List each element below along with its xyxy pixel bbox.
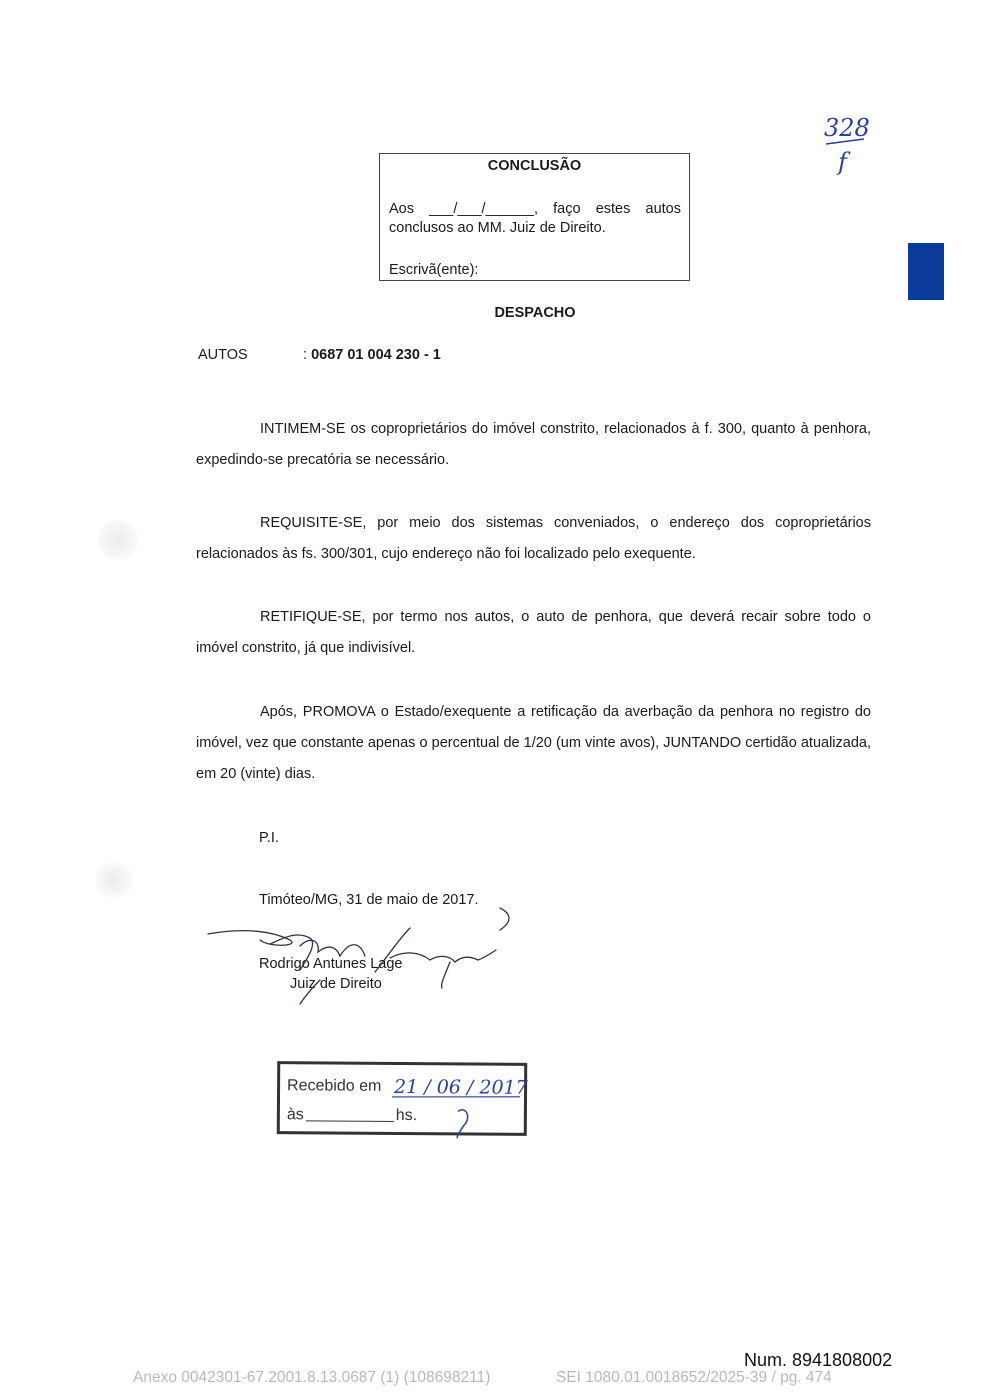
handwritten-signature — [200, 900, 530, 1010]
footer-annex-reference: Anexo 0042301-67.2001.8.13.0687 (1) (108698211) — [133, 1369, 491, 1386]
conclusao-escrivao-line: Escrivã(ente): — [389, 262, 479, 278]
autos-separator: : — [303, 347, 308, 363]
autos-number: 0687 01 004 230 - 1 — [311, 347, 441, 363]
closing-pi: P.I. — [259, 830, 279, 846]
stamp-received-label: Recebido em — [287, 1077, 382, 1095]
conclusao-date-line: Aos ___/___/______, faço estes autos — [389, 201, 681, 217]
conclusao-text-line: conclusos ao MM. Juiz de Direito. — [389, 220, 606, 236]
blue-tab-marker — [908, 243, 944, 300]
handwritten-folio-number — [818, 112, 888, 182]
autos-label: AUTOS — [198, 347, 248, 363]
footer-sei-reference: SEI 1080.01.0018652/2025-39 / pg. 474 — [556, 1369, 832, 1386]
conclusao-title: CONCLUSÃO — [487, 158, 582, 174]
paragraph-text: Após, PROMOVA o Estado/exequente a retificação da averbação da penhora no registro do imóvel, vez que constante apenas o percentual de 1/20 (um vinte avos), JUNTANDO certidão atualizada, em 20 (vinte) dias. — [196, 704, 871, 782]
paragraph-text: INTIMEM-SE os coproprietários do imóvel constrito, relacionados à f. 300, quanto à penhora, expedindo-se precatória se necessário. — [196, 421, 871, 468]
folio-mark-text: f — [838, 148, 847, 176]
document-number: Num. 8941808002 — [744, 1350, 893, 1370]
paragraph-intimem — [196, 414, 871, 476]
autos-value — [303, 347, 441, 363]
paragraph-text: RETIFIQUE-SE, por termo nos autos, o auto de penhora, que deverá recair sobre todo o imóvel constrito, já que indivisível. — [196, 609, 871, 656]
despacho-title: DESPACHO — [494, 305, 576, 321]
paragraph-promova — [196, 697, 871, 790]
conclusao-box — [379, 153, 690, 281]
dateline: Timóteo/MG, 31 de maio de 2017. — [259, 892, 479, 908]
stamp-time-suffix: hs. — [395, 1106, 418, 1125]
page-smudge — [98, 520, 138, 560]
folio-number-text: 328 — [824, 114, 870, 142]
page-smudge — [96, 862, 132, 898]
judge-title: Juiz de Direito — [290, 976, 382, 992]
paragraph-text: REQUISITE-SE, por meio dos sistemas conveniados, o endereço dos coproprietários relacionados às fs. 300/301, cujo endereço não foi localizado pelo exequente. — [196, 515, 871, 562]
paragraph-requisite — [196, 508, 871, 570]
stamp-handwritten-date — [280, 1064, 531, 1139]
received-stamp — [277, 1061, 528, 1136]
judge-name: Rodrigo Antunes Lage — [259, 956, 403, 972]
paragraph-retifique — [196, 602, 871, 664]
stamp-time-label: às — [286, 1106, 304, 1124]
stamp-date-text: 21 / 06 / 2017 — [394, 1075, 528, 1099]
